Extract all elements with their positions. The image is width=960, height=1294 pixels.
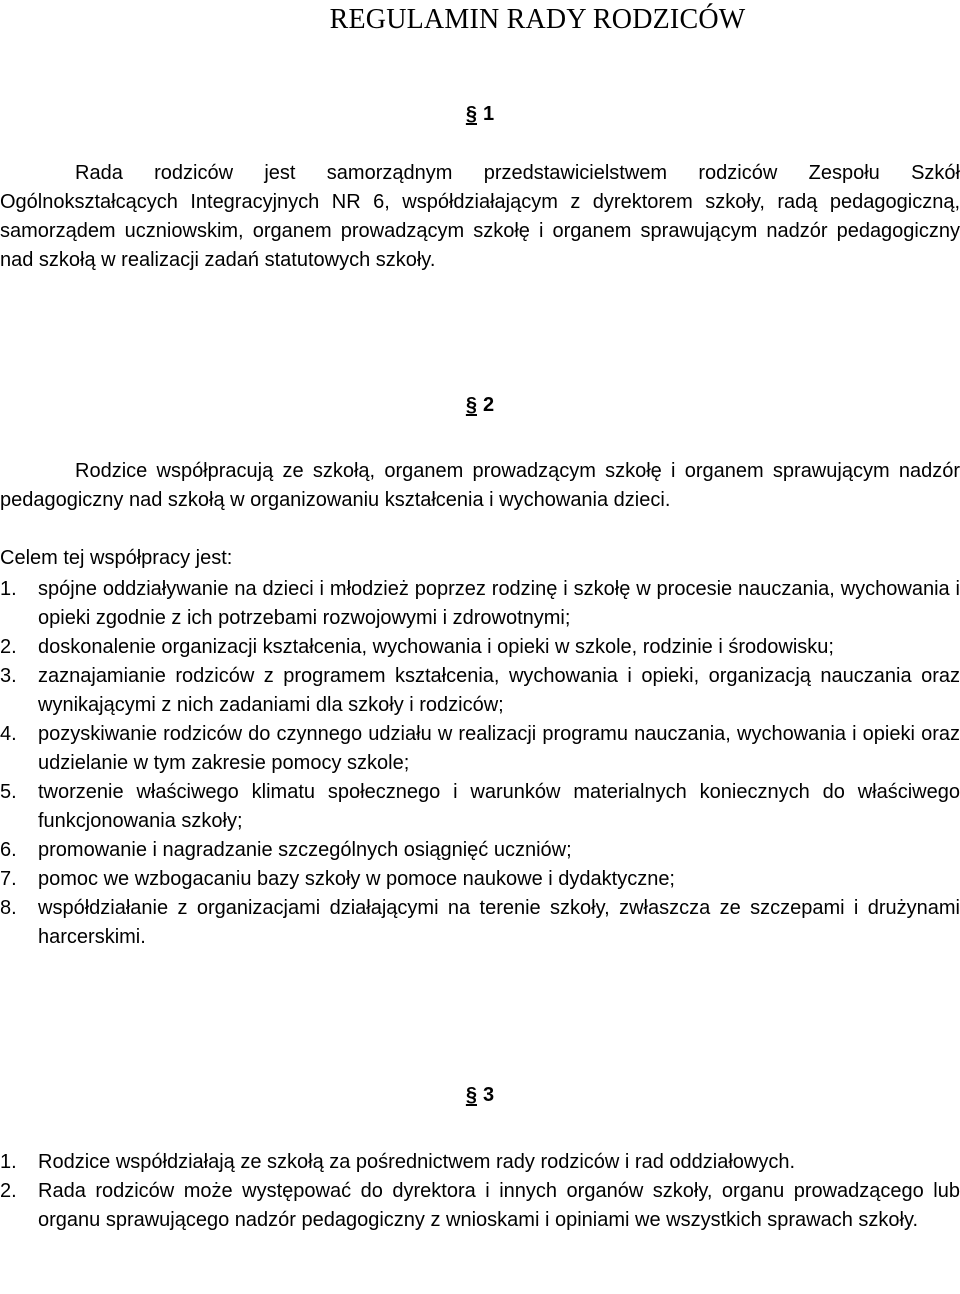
list-item-number: 1. bbox=[0, 1151, 17, 1173]
section-2-list-intro: Celem tej współpracy jest: bbox=[0, 547, 233, 569]
list-item-text: spójne oddziaływanie na dzieci i młodzież poprzez rodzinę i szkołę w procesie nauczania, wychowania i opieki zgodnie z ich potrzebami rozwojowymi i zdrowotnymi; bbox=[38, 578, 960, 629]
section-sign: § bbox=[465, 394, 477, 416]
cooperation-goals-list bbox=[0, 575, 960, 952]
list-item-text: Rada rodziców może występować do dyrektora i innych organów szkoły, organu prowadzącego lub organu sprawującego nadzór pedagogiczny z wnioskami i opiniami we wszystkich sprawach szkoły. bbox=[38, 1180, 960, 1231]
section-2-paragraph: Rodzice współpracują ze szkołą, organem prowadzącym szkołę i organem sprawującym nadzór pedagogiczny nad szkołą w organizowaniu kształcenia i wychowania dzieci. bbox=[0, 460, 960, 511]
section-number: 3 bbox=[483, 1084, 495, 1106]
list-item-text: pomoc we wzbogacaniu bazy szkoły w pomoce naukowe i dydaktyczne; bbox=[38, 868, 675, 890]
list-item-text: promowanie i nagradzanie szczególnych osiągnięć uczniów; bbox=[38, 839, 572, 861]
list-item-number: 1. bbox=[0, 578, 17, 600]
section-heading-1 bbox=[0, 99, 960, 129]
list-item-text: Rodzice współdziałają ze szkołą za pośrednictwem rady rodziców i rad oddziałowych. bbox=[38, 1151, 796, 1173]
list-item bbox=[0, 865, 960, 894]
section-heading-3 bbox=[0, 1080, 960, 1110]
section-sign: § bbox=[465, 103, 477, 125]
document-title: REGULAMIN RADY RODZICÓW bbox=[329, 4, 746, 35]
section-heading-2 bbox=[0, 390, 960, 420]
list-item-number: 3. bbox=[0, 665, 17, 687]
list-item bbox=[0, 720, 960, 778]
list-item-text: tworzenie właściwego klimatu społecznego i warunków materialnych koniecznych do właściwego funkcjonowania szkoły; bbox=[38, 781, 960, 832]
list-item-text: pozyskiwanie rodziców do czynnego udziału w realizacji programu nauczania, wychowania i opieki oraz udzielanie w tym zakresie pomocy szkole; bbox=[38, 723, 960, 774]
list-item bbox=[0, 633, 960, 662]
list-item bbox=[0, 575, 960, 633]
list-item bbox=[0, 894, 960, 952]
list-item-text: współdziałanie z organizacjami działającymi na terenie szkoły, zwłaszcza ze szczepami i drużynami harcerskimi. bbox=[38, 897, 960, 948]
list-item bbox=[0, 836, 960, 865]
list-item-number: 6. bbox=[0, 839, 17, 861]
list-item-text: zaznajamianie rodziców z programem kształcenia, wychowania i opieki, organizacją nauczania oraz wynikającymi z nich zadaniami dla szkoły i rodziców; bbox=[38, 665, 960, 716]
section-3-list bbox=[0, 1148, 960, 1235]
list-item bbox=[0, 662, 960, 720]
list-item-number: 5. bbox=[0, 781, 17, 803]
list-item-number: 4. bbox=[0, 723, 17, 745]
section-number: 1 bbox=[483, 103, 495, 125]
list-item bbox=[0, 1177, 960, 1235]
section-number: 2 bbox=[483, 394, 495, 416]
section-1-paragraph: Rada rodziców jest samorządnym przedstawicielstwem rodziców Zespołu Szkół Ogólnokształcących Integracyjnych NR 6, współdziałającym z dyrektorem szkoły, radą pedagogiczną, samorządem uczniowskim, organem prowadzącym szkołę i organem sprawującym nadzór pedagogiczny nad szkołą w realizacji zadań statutowych szkoły. bbox=[0, 162, 960, 271]
section-sign: § bbox=[465, 1084, 477, 1106]
list-item bbox=[0, 778, 960, 836]
list-item bbox=[0, 1148, 960, 1177]
list-item-number: 8. bbox=[0, 897, 17, 919]
list-item-number: 2. bbox=[0, 1180, 17, 1202]
list-item-number: 7. bbox=[0, 868, 17, 890]
list-item-text: doskonalenie organizacji kształcenia, wychowania i opieki w szkole, rodzinie i środowisku; bbox=[38, 636, 834, 658]
list-item-number: 2. bbox=[0, 636, 17, 658]
